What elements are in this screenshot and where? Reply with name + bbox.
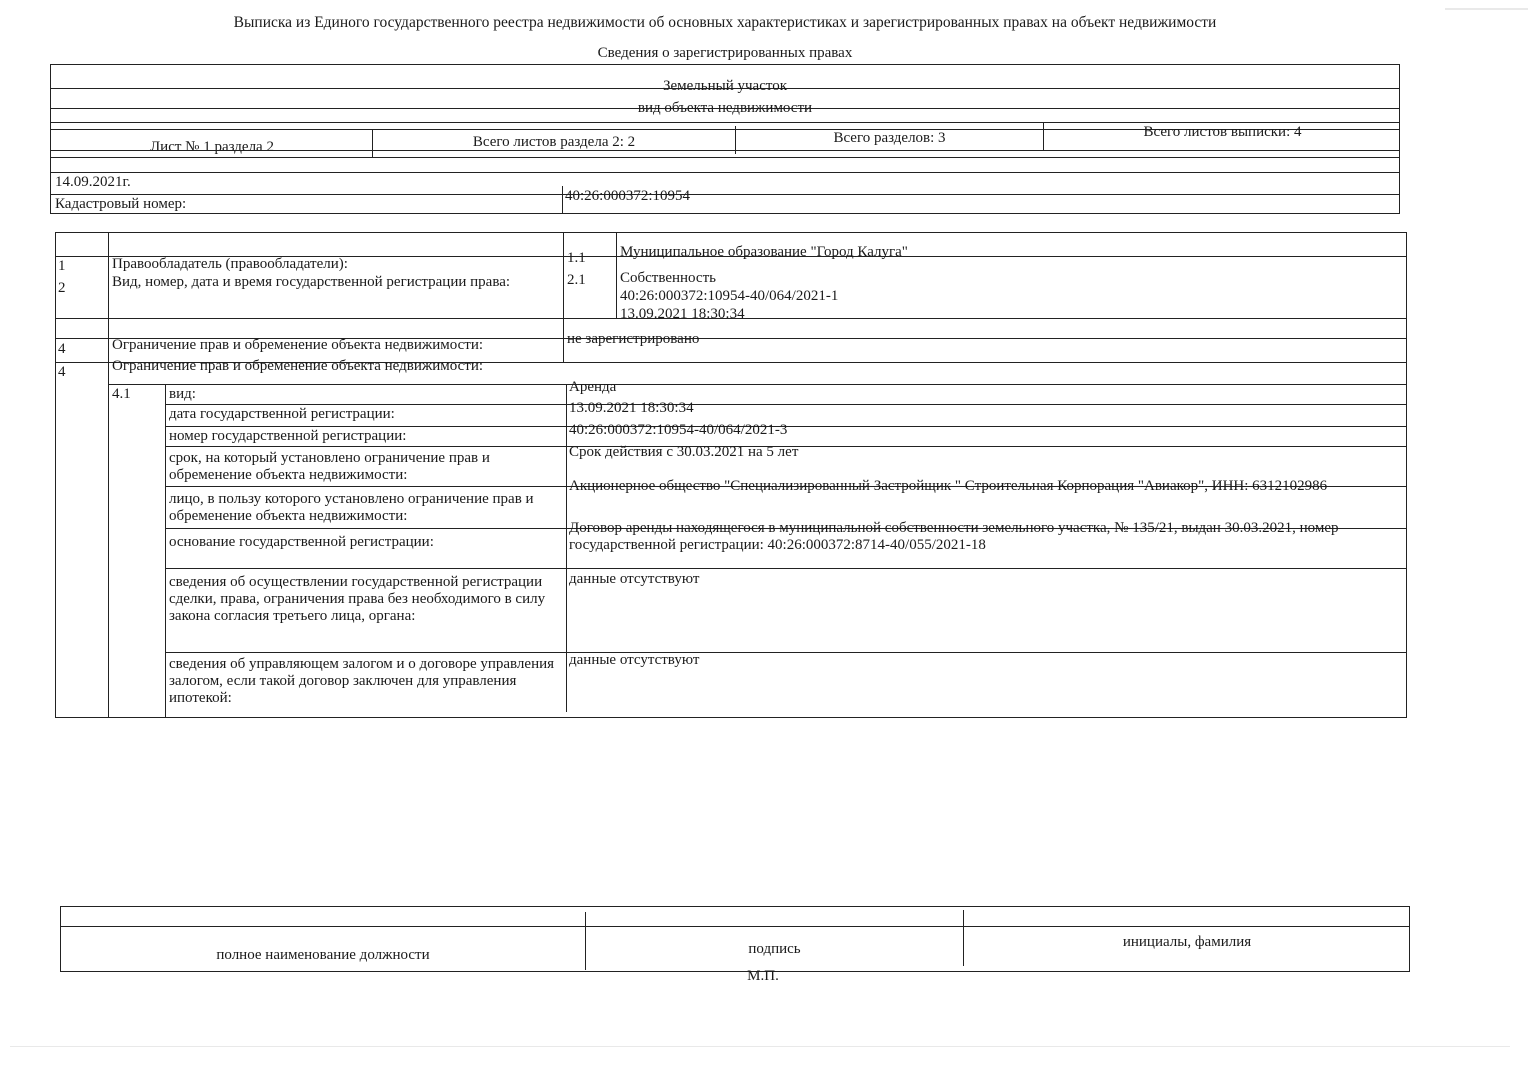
divider [563,232,564,362]
stamp-label: М.П. [747,968,779,984]
encumbrance-label-number: номер государственной регистрации: [169,428,407,444]
row-number: 4 [58,364,66,380]
signature-name-label: инициалы, фамилия [1122,934,1252,950]
divider [165,652,1407,653]
encumbrance-label-consent: сведения об осуществлении государственной регистрации сделки, права, ограничения права без необходимого в силу закона согласия третьего лица, органа: [169,574,546,624]
encumbrance-label-pledge-manager: сведения об управляющем залогом и о договоре управления залогом, если такой договор заключен для управления ипотекой: [169,656,555,706]
encumbrance-value-beneficiary: Акционерное общество "Специализированный Застройщик " Строительная Корпорация "Авиакор", ИНН: 6312102986 [569,478,1328,494]
extract-date: 14.09.2021г. [55,174,131,190]
object-block [50,64,1400,130]
cadastral-number: 40:26:000372:10954 [565,188,691,204]
signature-sign-label: подпись [748,941,801,957]
document-subtitle: Сведения о зарегистрированных правах [597,45,853,61]
divider [60,926,1410,927]
encumbrance-value-term: Срок действия с 30.03.2021 на 5 лет [569,444,799,460]
divider [1043,122,1044,150]
encumbrance-value-basis: Договор аренды находящегося в муниципальной собственности земельного участка, № 135/21, выдан 30.03.2021, номер государственной регистрации: 40:26:000372:8714-40/055/2021-18 [569,520,1339,553]
sections-total: Всего разделов: 3 [833,130,946,146]
row-sub-number: 2.1 [567,272,586,288]
row-sub-number: 1.1 [567,250,586,266]
signature-position-label: полное наименование должности [216,947,430,963]
encumbrance-value-kind: Аренда [569,379,617,395]
divider [616,232,617,318]
encumbrance-label-kind: вид: [169,386,196,402]
right-type: Собственность [620,270,716,286]
encumbrance-value-pledge-manager: данные отсутствуют [569,652,700,668]
divider [585,912,586,970]
right-holder: Муниципальное образование "Город Калуга" [620,244,908,260]
cadastral-label: Кадастровый номер: [55,196,187,212]
row-label: Ограничение прав и обременение объекта недвижимости: [112,358,484,374]
row-label: Вид, номер, дата и время государственной регистрации права: [112,274,511,290]
divider [165,384,166,718]
row-number: 1 [58,258,66,274]
row-label: Правообладатель (правообладатели): [112,256,348,272]
divider [562,186,563,214]
date-cadastral-block [50,150,1400,214]
object-kind-label: вид объекта недвижимости [637,100,813,116]
document-title: Выписка из Единого государственного реестра недвижимости об основных характеристиках и зарегистрированных правах на объект недвижимости [233,14,1217,31]
sheets-total: Всего листов выписки: 4 [1143,124,1302,140]
sheet-number: Лист № 1 раздела 2 [150,139,274,155]
encumbrance-value-date: 13.09.2021 18:30:34 [569,400,694,416]
row-number: 4 [58,341,66,357]
object-name: Земельный участок [662,78,788,94]
divider [165,568,1407,569]
scan-edge [1445,8,1528,10]
row-number: 2 [58,280,66,296]
divider [963,910,964,966]
sheets-in-section: Всего листов раздела 2: 2 [472,134,636,150]
encumbrance-label-term: срок, на который установлено ограничение прав и обременение объекта недвижимости: [169,450,490,483]
encumbrance-label-basis: основание государственной регистрации: [169,534,434,550]
encumbrance-label-beneficiary: лицо, в пользу которого установлено ограничение прав и обременение объекта недвижимости: [169,491,534,524]
row-sub-number: 4.1 [112,386,131,402]
right-registration-number: 40:26:000372:10954-40/064/2021-1 [620,288,839,304]
divider [165,404,1407,405]
encumbrance-value-consent: данные отсутствуют [569,571,700,587]
encumbrance-value-number: 40:26:000372:10954-40/064/2021-3 [569,422,788,438]
scan-edge [10,1046,1510,1047]
restriction-status: не зарегистрировано [567,331,700,347]
divider [108,232,109,718]
divider [50,172,1400,173]
divider [50,194,1400,195]
encumbrance-label-date: дата государственной регистрации: [169,406,395,422]
right-registration-date: 13.09.2021 18:30:34 [620,306,745,322]
row-label: Ограничение прав и обременение объекта недвижимости: [112,337,484,353]
divider [108,384,1407,385]
divider [566,384,567,712]
